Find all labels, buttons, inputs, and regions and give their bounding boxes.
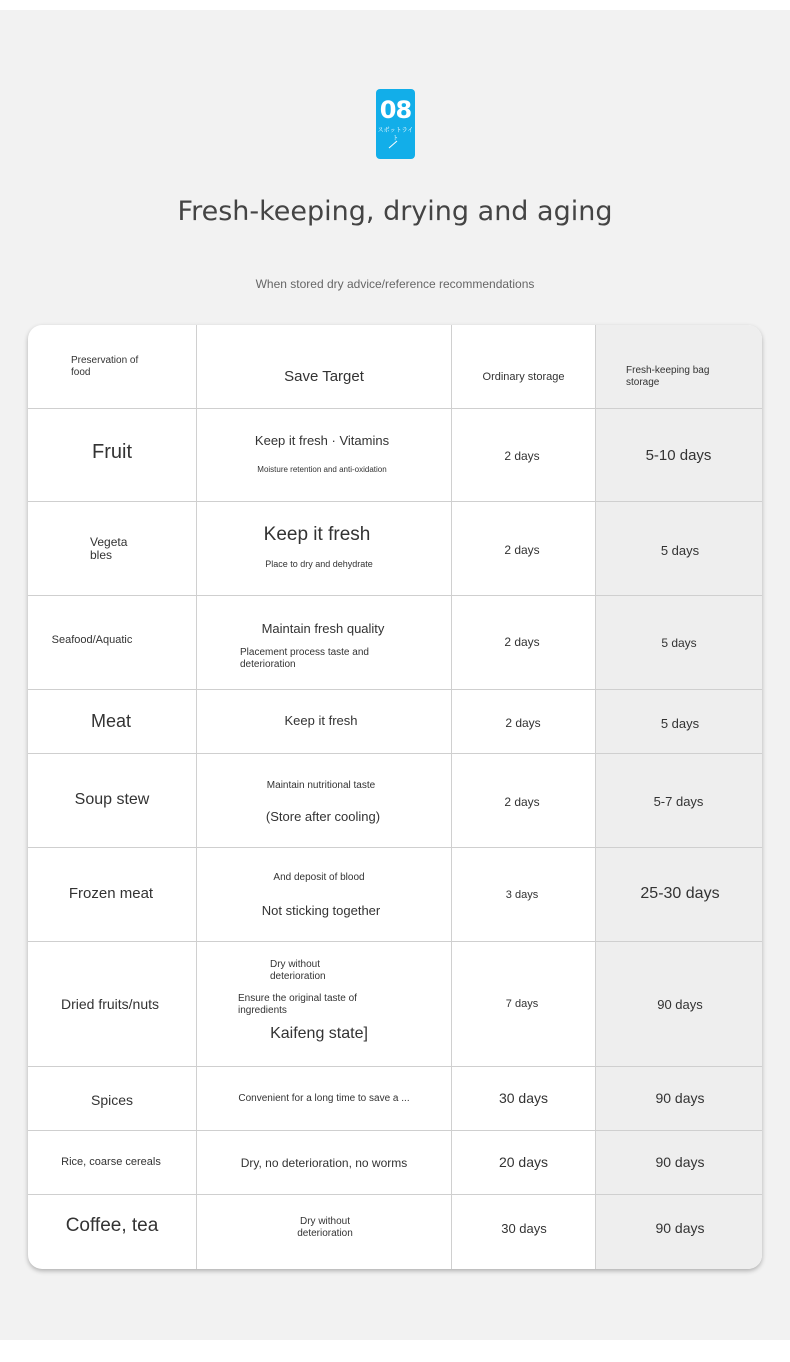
- target-main: Maintain nutritional taste: [266, 780, 376, 791]
- ordinary-days: 7 days: [505, 998, 539, 1010]
- section-badge: [376, 89, 415, 159]
- ordinary-days: 2 days: [505, 716, 541, 730]
- target-sub: Place to dry and dehydrate: [265, 559, 373, 569]
- target-sub-line: deterioration: [240, 659, 296, 670]
- page-subtitle: When stored dry advice/reference recommendations: [255, 277, 535, 291]
- target-main: Convenient for a long time to save a ...: [238, 1093, 410, 1104]
- target-b-line: Ensure the original taste of: [238, 993, 357, 1004]
- food-name-line: bles: [90, 548, 113, 562]
- target-sub: (Store after cooling): [265, 809, 381, 824]
- target-sub: Not sticking together: [261, 903, 381, 918]
- food-name: Spices: [90, 1092, 134, 1108]
- target-sub: Moisture retention and anti-oxidation: [257, 465, 387, 474]
- food-name: Soup stew: [74, 791, 150, 808]
- target-main: Keep it fresh: [263, 524, 371, 545]
- badge-number: 08: [379, 96, 412, 124]
- target-main: Maintain fresh quality: [261, 621, 385, 636]
- ordinary-days: 3 days: [505, 889, 539, 901]
- food-name-line: Vegeta: [90, 535, 128, 549]
- ordinary-days: 30 days: [501, 1221, 547, 1236]
- bag-days: 90 days: [655, 1090, 705, 1106]
- header-food-line: Preservation of: [71, 355, 139, 366]
- target-line: Dry without: [299, 1216, 350, 1227]
- ordinary-days: 30 days: [498, 1090, 549, 1106]
- bag-days: 25-30 days: [640, 885, 720, 902]
- bag-days: 90 days: [655, 1220, 705, 1236]
- storage-table: [28, 325, 762, 1269]
- ordinary-days: 20 days: [498, 1154, 549, 1170]
- bag-days: 5 days: [661, 636, 697, 650]
- ordinary-days: 2 days: [504, 635, 540, 649]
- header-bag: [626, 365, 709, 389]
- food-name: Dried fruits/nuts: [60, 996, 160, 1012]
- ordinary-days: 2 days: [504, 543, 540, 557]
- target-line: deterioration: [297, 1228, 353, 1239]
- food-name: Fruit: [92, 441, 132, 463]
- target-b-line: ingredients: [238, 1005, 287, 1016]
- row-divider: [28, 1130, 762, 1131]
- target-main: Keep it fresh: [284, 713, 358, 728]
- row-divider: [28, 595, 762, 596]
- bag-days: 5 days: [660, 716, 700, 731]
- food-name: Seafood/Aquatic: [51, 634, 133, 646]
- food-name: Coffee, tea: [65, 1215, 159, 1236]
- target-main: And deposit of blood: [273, 872, 365, 883]
- header-ordinary: Ordinary storage: [482, 371, 565, 383]
- bag-days: 5-7 days: [653, 794, 704, 809]
- row-divider: [28, 847, 762, 848]
- row-divider: [28, 1066, 762, 1067]
- row-divider: [28, 941, 762, 942]
- target-c: Kaifeng state]: [270, 1025, 368, 1042]
- row-divider: [28, 753, 762, 754]
- food-name: [90, 536, 127, 562]
- target-sub: [240, 647, 369, 671]
- header-target: Save Target: [284, 368, 364, 385]
- food-name: Rice, coarse cereals: [61, 1156, 161, 1168]
- row-divider: [28, 689, 762, 690]
- badge-caption: スポットライト: [377, 128, 414, 142]
- bag-days: 90 days: [655, 1154, 705, 1170]
- bag-days: 5-10 days: [645, 447, 712, 464]
- bag-days: 5 days: [660, 543, 700, 558]
- target-main: [197, 1216, 453, 1240]
- row-divider: [28, 1194, 762, 1195]
- row-divider: [28, 408, 762, 409]
- header-food: [71, 355, 138, 379]
- bag-days: 90 days: [657, 997, 703, 1012]
- target-a-line: Dry without: [270, 959, 321, 970]
- target-a: [270, 959, 326, 983]
- header-bag-line: storage: [626, 377, 660, 388]
- target-b: [238, 993, 357, 1017]
- food-name: Meat: [90, 711, 132, 731]
- food-name: Frozen meat: [68, 885, 154, 902]
- target-sub-line: Placement process taste and: [240, 647, 369, 658]
- target-a-line: deterioration: [270, 971, 326, 982]
- header-bag-line: Fresh-keeping bag: [626, 365, 710, 376]
- ordinary-days: 2 days: [504, 795, 540, 809]
- target-main: Dry, no deterioration, no worms: [240, 1156, 408, 1170]
- ordinary-days: 2 days: [504, 449, 540, 463]
- row-divider: [28, 501, 762, 502]
- page-title: Fresh-keeping, drying and aging: [177, 196, 613, 227]
- header-food-line: food: [71, 367, 91, 378]
- target-main: Keep it fresh · Vitamins: [254, 433, 390, 448]
- slash-icon: [388, 139, 402, 149]
